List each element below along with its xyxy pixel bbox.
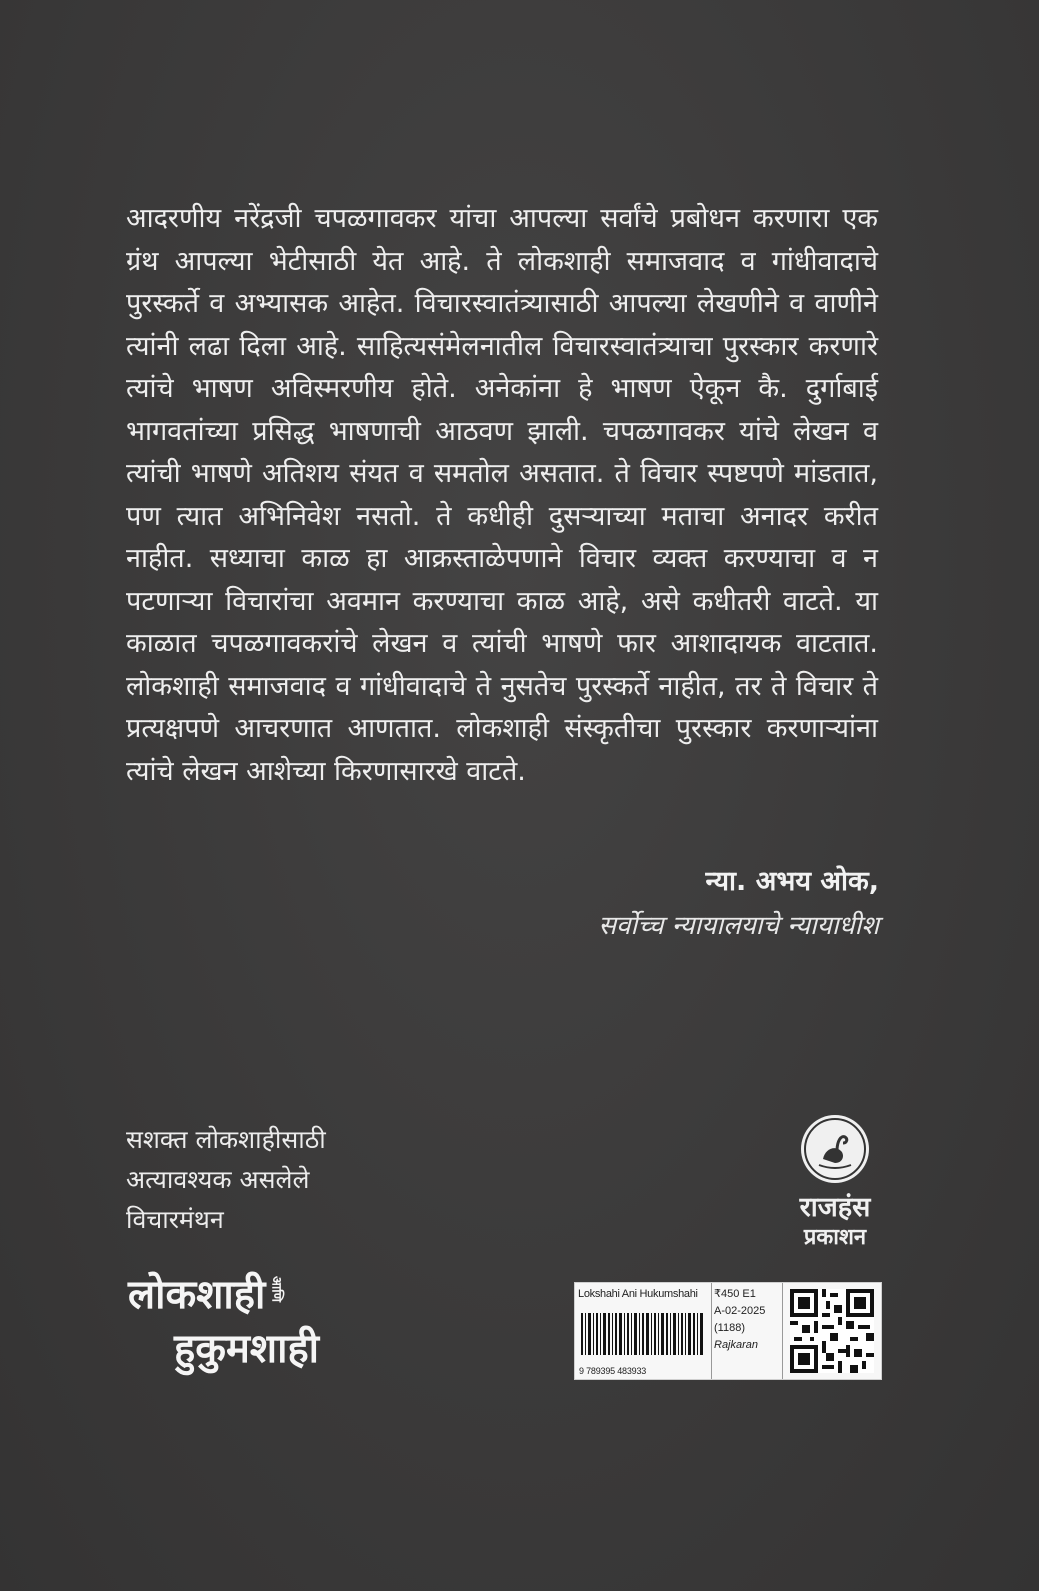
label-book-title: Lokshahi Ani Hukumshahi <box>578 1288 698 1300</box>
blurb-text: आदरणीय नरेंद्रजी चपळगावकर यांचा आपल्या सर्वांचे प्रबोधन करणारा एक ग्रंथ आपल्या भेटीसाठी येत आहे. ते लोकशाही समाजवाद व गांधीवादाचे पुरस्कर्ते व अभ्यासक आहेत. विचारस्वातंत्र्यासाठी आपल्या लेखणीने व वाणीने त्यांनी लढा दिला आहे. साहित्यसंमेलनातील विचारस्वातंत्र्याचा पुरस्कार करणारे त्यांचे भाषण अविस्मरणीय होते. अनेकांना हे भाषण ऐकून कै. दुर्गाबाई भागवतांच्या प्रसिद्ध भाषणाची आठवण झाली. चपळगावकर यांचे लेखन व त्यांची भाषणे अतिशय संयत व समतोल असतात. ते विचार स्पष्टपणे मांडतात, पण त्यात अभिनिवेश नसतो. ते कधीही दुसऱ्याच्या मताचा अनादर करीत नाहीत. सध्याचा काळ हा आक्रस्ताळेपणाने विचार व्यक्त करण्याचा व न पटणाऱ्या विचारांचा अवमान करण्याचा काळ आहे, असे कधीतरी वाटते. या काळात चपळगावकरांचे लेखन व त्यांची भाषणे फार आशादायक वाटतात. लोकशाही समाजवाद व गांधीवादाचे ते नुसतेच पुरस्कर्ते नाहीत, तर ते विचार ते प्रत्यक्षपणे आचरणात आणतात. लोकशाही संस्कृतीचा पुरस्कार करणाऱ्यांना त्यांचे लेखन आशेच्या किरणासारखे वाटते. <box>126 203 879 787</box>
label-price: ₹450 <box>714 1288 740 1300</box>
tagline-line-2: अत्यावश्यक असलेले <box>126 1165 310 1194</box>
book-title-part-2: हुकुमशाही <box>174 1326 320 1372</box>
signature-block <box>598 862 879 950</box>
label-number: (1188) <box>714 1322 745 1334</box>
isbn-number: 9 789395 483933 <box>579 1366 647 1376</box>
label-category: Rajkaran <box>714 1339 759 1351</box>
tagline <box>126 1120 326 1240</box>
book-title-ani: आणि <box>268 1276 284 1303</box>
signature-name: न्या. अभय ओक, <box>705 866 879 897</box>
publisher-name: राजहंस <box>799 1192 871 1223</box>
swan-logo-icon <box>801 1115 869 1183</box>
barcode-icon <box>581 1313 705 1355</box>
book-title <box>128 1268 319 1376</box>
label-code: A-02-2025 <box>714 1305 766 1317</box>
label-edition: E1 <box>742 1288 756 1300</box>
tagline-line-3: विचारमंथन <box>126 1205 224 1234</box>
book-title-part-1: लोकशाही <box>128 1272 266 1318</box>
publisher-block <box>790 1115 880 1251</box>
price-label <box>574 1282 882 1380</box>
tagline-line-1: सशक्त लोकशाहीसाठी <box>126 1125 326 1154</box>
qr-code-icon <box>790 1289 874 1373</box>
publisher-sub: प्रकाशन <box>803 1225 867 1250</box>
signature-title: सर्वोच्च न्यायालयाचे न्यायाधीश <box>598 911 879 941</box>
